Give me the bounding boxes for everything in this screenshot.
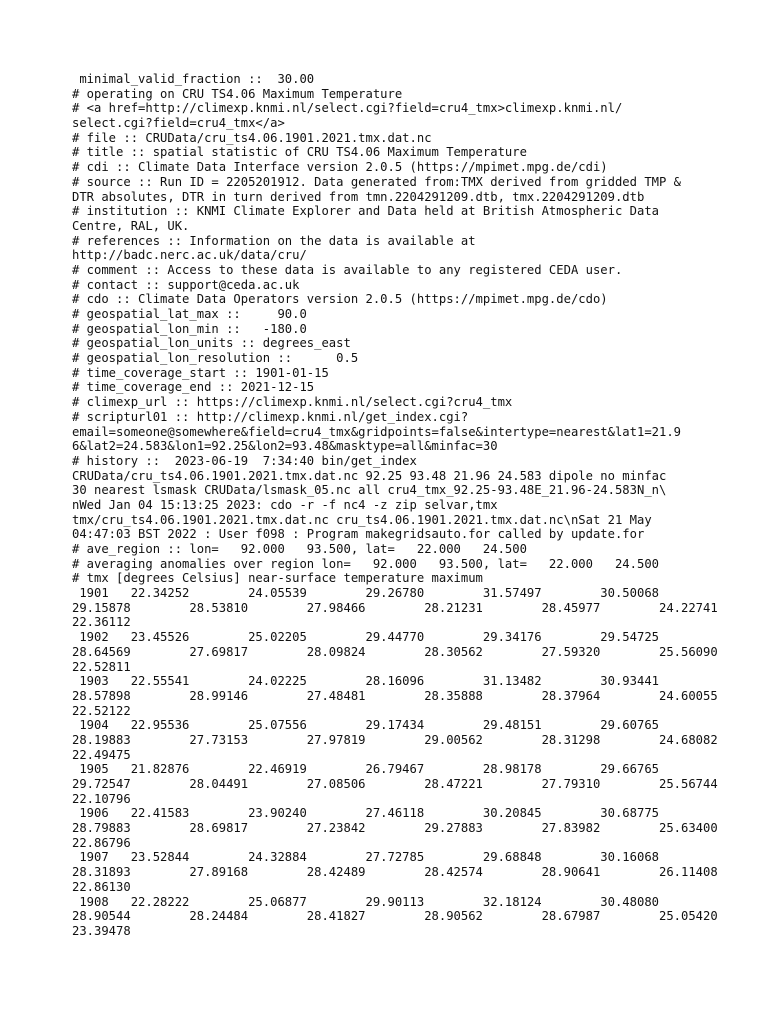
document-line: # operating on CRU TS4.06 Maximum Temperature [72,86,403,101]
document-line: 1901 22.34252 24.05539 29.26780 31.57497 30.50068 [72,586,659,601]
document-line: 28.57898 28.99146 27.48481 28.35888 28.37964 24.60055 [72,688,718,703]
document-line: # cdi :: Climate Data Interface version 2.0.5 (https://mpimet.mpg.de/cdi) [72,160,608,175]
document-line: # geospatial_lon_units :: degrees_east [72,336,351,351]
document-line: 28.79883 28.69817 27.23842 29.27883 27.83982 25.63400 [72,821,718,836]
document-line: # institution :: KNMI Climate Explorer and Data held at British Atmospheric Data [72,204,659,219]
document-line: 29.15878 28.53810 27.98466 28.21231 28.45977 24.22741 [72,600,718,615]
document-line: # source :: Run ID = 2205201912. Data generated from:TMX derived from gridded TMP & [72,174,682,189]
document-line: 22.52811 [72,659,131,674]
document-line: 22.86130 [72,879,131,894]
document-line: # title :: spatial statistic of CRU TS4.06 Maximum Temperature [72,145,527,160]
document-line: 28.90544 28.24484 28.41827 28.90562 28.67987 25.05420 [72,909,718,924]
document-line: 22.52122 [72,703,131,718]
document-line: 29.72547 28.04491 27.08506 28.47221 27.79310 25.56744 [72,777,718,791]
document-line: 1905 21.82876 22.46919 26.79467 28.98178 29.66765 [72,762,659,777]
document-line: 28.64569 27.69817 28.09824 28.30562 27.59320 25.56090 [72,644,718,659]
document-line: 28.19883 27.73153 27.97819 29.00562 28.31298 24.68082 [72,732,718,747]
document-line: 1907 23.52844 24.32884 27.72785 29.68848 30.16068 [72,850,659,865]
document-line: # ave_region :: lon= 92.000 93.500, lat= 22.000 24.500 [72,542,527,556]
document-line: # cdo :: Climate Data Operators version 2.0.5 (https://mpimet.mpg.de/cdo) [72,292,608,307]
document-line: 22.49475 [72,747,131,762]
document-line: # time_coverage_end :: 2021-12-15 [72,380,315,395]
document-line: # climexp_url :: https://climexp.knmi.nl/select.cgi?cru4_tmx [72,395,513,410]
document-line: 22.36112 [72,615,131,630]
document-line: DTR absolutes, DTR in turn derived from tmn.2204291209.dtb, tmx.2204291209.dtb [72,189,645,204]
document-line: # history :: 2023-06-19 7:34:40 bin/get_index [72,453,417,468]
document-line: 22.86796 [72,835,131,850]
document-line: 30 nearest lsmask CRUData/lsmask_05.nc all cru4_tmx_92.25-93.48E_21.96-24.583N_n\ [72,483,667,498]
document-line: nWed Jan 04 15:13:25 2023: cdo -r -f nc4 -z zip selvar,tmx [72,497,498,512]
text-document [72,72,718,939]
document-line: # scripturl01 :: http://climexp.knmi.nl/get_index.cgi? [72,409,469,424]
document-line: 1906 22.41583 23.90240 27.46118 30.20845 30.68775 [72,806,659,821]
document-line: 23.39478 [72,923,131,938]
document-line: # geospatial_lon_min :: -180.0 [72,321,307,336]
document-line: Centre, RAL, UK. [72,218,190,233]
document-line: # averaging anomalies over region lon= 92.000 93.500, lat= 22.000 24.500 [72,556,659,571]
document-line: tmx/cru_ts4.06.1901.2021.tmx.dat.nc cru_ts4.06.1901.2021.tmx.dat.nc\nSat 21 May [72,512,652,527]
document-line: select.cgi?field=cru4_tmx</a> [72,116,285,131]
document-line: # <a href=http://climexp.knmi.nl/select.cgi?field=cru4_tmx>climexp.knmi.nl/ [72,101,623,116]
document-line: # file :: CRUData/cru_ts4.06.1901.2021.tmx.dat.nc [72,130,432,145]
document-line: # tmx [degrees Celsius] near-surface temperature maximum [72,571,483,586]
document-line: # contact :: support@ceda.ac.uk [72,277,300,292]
document-line: 1902 23.45526 25.02205 29.44770 29.34176 29.54725 [72,630,659,645]
document-line: # geospatial_lat_max :: 90.0 [72,307,307,321]
document-line: # comment :: Access to these data is available to any registered CEDA user. [72,262,623,277]
document-line: 22.10796 [72,791,131,806]
document-line: CRUData/cru_ts4.06.1901.2021.tmx.dat.nc 92.25 93.48 21.96 24.583 dipole no minfac [72,468,667,483]
document-line: # references :: Information on the data is available at [72,233,476,248]
document-line: 28.31893 27.89168 28.42489 28.42574 28.90641 26.11408 [72,865,718,880]
document-line: 1903 22.55541 24.02225 28.16096 31.13482 30.93441 [72,674,659,689]
document-line: 1908 22.28222 25.06877 29.90113 32.18124 30.48080 [72,894,659,909]
document-line: # geospatial_lon_resolution :: 0.5 [72,351,359,366]
document-line: 6&lat2=24.583&lon1=92.25&lon2=93.48&masktype=all&minfac=30 [72,439,498,454]
document-line: 1904 22.95536 25.07556 29.17434 29.48151 29.60765 [72,718,659,733]
document-line: minimal_valid_fraction :: 30.00 [72,72,315,86]
document-line: http://badc.nerc.ac.uk/data/cru/ [72,248,307,263]
document-line: # time_coverage_start :: 1901-01-15 [72,365,329,380]
document-line: email=someone@somewhere&field=cru4_tmx&gridpoints=false&intertype=nearest&lat1=21.9 [72,424,682,439]
document-line: 04:47:03 BST 2022 : User f098 : Program makegridsauto.for called by update.for [72,527,645,542]
